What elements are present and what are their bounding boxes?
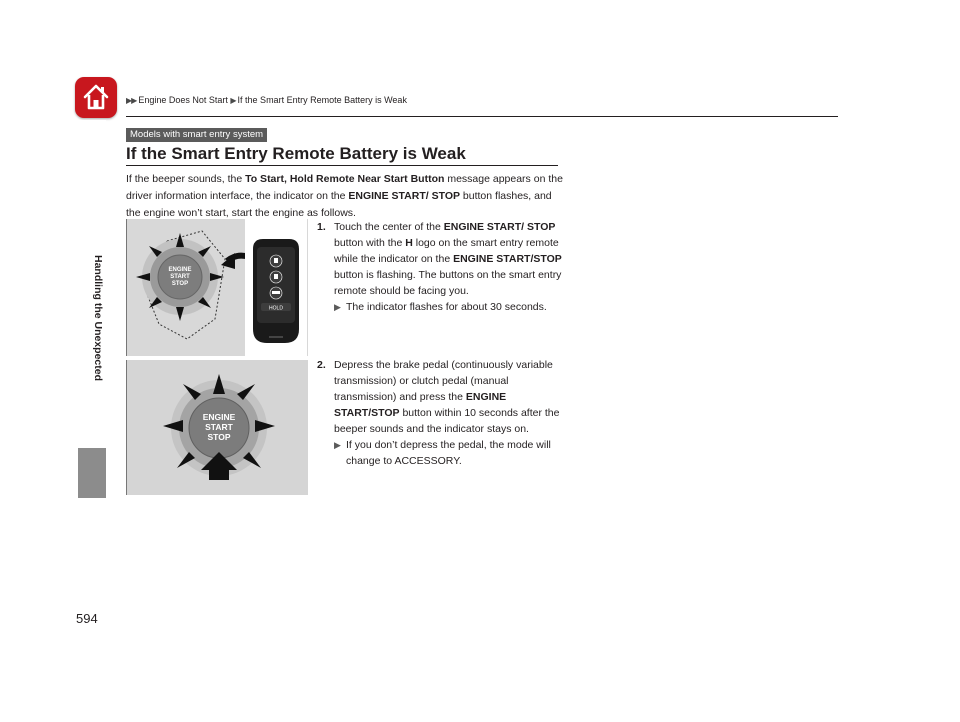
home-icon bbox=[82, 83, 110, 111]
section-label: Handling the Unexpected bbox=[92, 254, 104, 382]
button-label-text: ENGINE bbox=[202, 412, 236, 422]
button-label-text: ENGINE bbox=[168, 267, 192, 273]
section-tab[interactable] bbox=[78, 448, 106, 498]
home-button[interactable] bbox=[75, 77, 117, 118]
breadcrumb-item[interactable]: Engine Does Not Start bbox=[138, 95, 228, 105]
remote-hold-label: HOLD bbox=[269, 305, 283, 312]
page-number: 594 bbox=[76, 611, 98, 626]
note-arrow-icon: ▶ bbox=[334, 440, 341, 450]
header-rule bbox=[126, 116, 838, 117]
breadcrumb-item[interactable]: If the Smart Entry Remote Battery is Weak bbox=[237, 95, 407, 105]
page-title: If the Smart Entry Remote Battery is Weak bbox=[126, 144, 466, 163]
button-label-text: START bbox=[170, 274, 190, 280]
step-1-note: ▶ The indicator flashes for about 30 seconds. bbox=[334, 301, 547, 313]
illustration-press-button bbox=[126, 360, 308, 495]
smart-remote-image bbox=[245, 219, 307, 356]
title-rule bbox=[126, 165, 558, 166]
step-2: 2. Depress the brake pedal (continuously variable transmission) or clutch pedal (manual transmission) and press the ENGINE START/STOP button within 10 seconds after the beeper sounds and the indicator stays on. ▶ If you don’t depress the pedal, the mode will change to ACCESSORY. bbox=[317, 357, 574, 469]
breadcrumb bbox=[126, 95, 407, 105]
model-tag: Models with smart entry system bbox=[126, 128, 267, 142]
breadcrumb-arrow-icon: ▶▶ bbox=[126, 96, 137, 105]
breadcrumb-arrow-icon: ▶ bbox=[230, 96, 236, 105]
button-label-text: START bbox=[205, 422, 233, 432]
step-2-note: ▶ If you don’t depress the pedal, the mode will change to ACCESSORY. bbox=[334, 439, 551, 467]
step-1: 1. Touch the center of the ENGINE START/ STOP button with the H logo on the smart entry remote while the indicator on the ENGINE START/STOP button is flashing. The buttons on the smart entry remote should be facing you. ▶ The indicator flashes for about 30 seconds. bbox=[317, 219, 574, 315]
button-label-text: STOP bbox=[171, 281, 189, 287]
button-label-text: STOP bbox=[207, 432, 231, 442]
intro-paragraph: If the beeper sounds, the To Start, Hold Remote Near Start Button message appears on the driver information interface, the indicator on the ENGINE START/ STOP button flashes, and the engine won’t start, start the engine as follows. bbox=[126, 173, 563, 219]
note-arrow-icon: ▶ bbox=[334, 302, 341, 312]
